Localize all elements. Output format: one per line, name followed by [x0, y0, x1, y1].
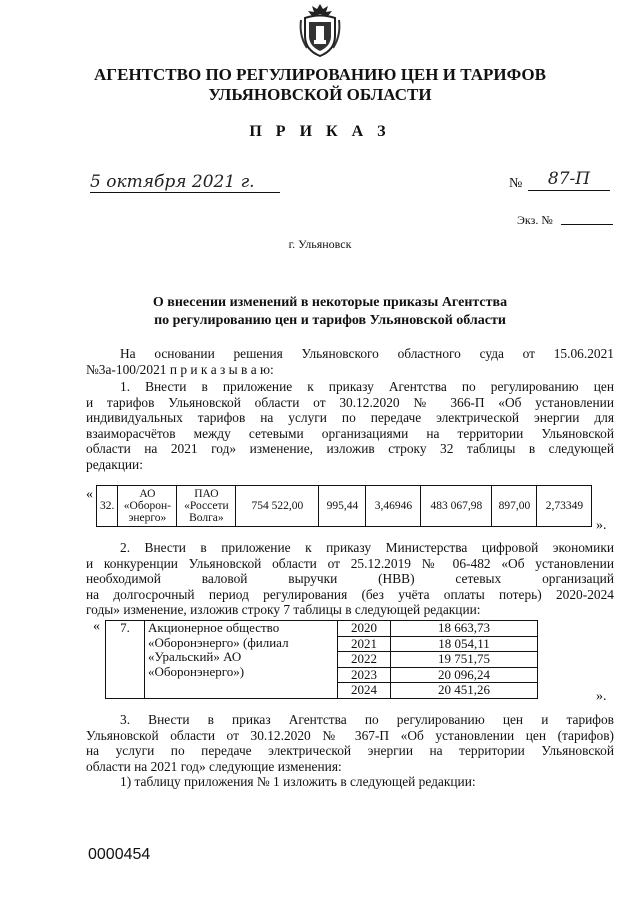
document-serial-number: 0000454: [88, 846, 151, 863]
copy-number-label: Экз. №: [517, 213, 553, 227]
t1-v6: 2,73349: [537, 486, 592, 527]
table-row: [97, 486, 592, 527]
item2-line-1: 2. Внести в приложение к приказу Министерства цифровой экономики: [120, 540, 614, 555]
item-3-paragraph: [86, 712, 614, 790]
item3-line-4: области на 2021 год» следующие изменения:: [86, 758, 342, 774]
t1-v4: 483 067,98: [421, 486, 492, 527]
agency-name-line-1: АГЕНТСТВО ПО РЕГУЛИРОВАНИЮ ЦЕН И ТАРИФОВ: [94, 65, 546, 84]
intro-line-2b: п р и к а з ы в а ю:: [169, 361, 274, 377]
t2-year-2024: 2024: [338, 683, 391, 699]
t2-value-2023: 20 096,24: [391, 667, 538, 683]
item1-line-2: и тарифов Ульяновской области от 30.12.2020 № 366-П «Об установлении: [86, 394, 614, 410]
table-1-row-32: [96, 485, 592, 527]
table2-close-quote: ».: [596, 689, 607, 704]
t2-year-2023: 2023: [338, 667, 391, 683]
t1-org2: ПАО «Россети Волга»: [177, 486, 236, 527]
item3-line-1: 3. Внести в приказ Агентства по регулированию цен и тарифов: [120, 712, 614, 727]
copy-number-blank: [561, 224, 613, 225]
intro-paragraph: [86, 346, 614, 377]
t2-value-2022: 19 751,75: [391, 652, 538, 668]
intro-line-2a: №3а-100/2021: [86, 361, 167, 377]
t2-value-2020: 18 663,73: [391, 621, 538, 637]
t1-v3: 3,46946: [366, 486, 421, 527]
intro-line-1: На основании решения Ульяновского областного суда от 15.06.2021: [120, 346, 614, 361]
t2-year-2020: 2020: [338, 621, 391, 637]
t1-org1: АО «Оборон-энерго»: [118, 486, 177, 527]
item2-line-3: необходимой валовой выручки (НВВ) сетевых организаций: [86, 571, 614, 586]
coat-of-arms-emblem: [297, 2, 343, 60]
t2-value-2021: 18 054,11: [391, 636, 538, 652]
item3-sub-1: 1) таблицу приложения № 1 изложить в следующей редакции:: [120, 774, 476, 789]
t2-year-2021: 2021: [338, 636, 391, 652]
item2-line-5: годы» изменение, изложив строку 7 таблицы в следующей редакции:: [86, 602, 481, 617]
table1-close-quote: ».: [596, 518, 607, 533]
t2-num: 7.: [106, 621, 145, 699]
document-type-title: П Р И К А З: [249, 123, 391, 140]
t1-num: 32.: [97, 486, 118, 527]
item2-line-4: на долгосрочный период регулирования (без учёта оплаты потерь) 2020-2024: [86, 586, 614, 602]
item-2-paragraph: [86, 540, 614, 618]
order-number-label: №: [509, 176, 523, 191]
item1-line-3: индивидуальных тарифов на услуги по передаче электрической энергии для: [86, 410, 614, 425]
table-row: [106, 621, 538, 637]
t2-year-2022: 2022: [338, 652, 391, 668]
order-subject: [120, 294, 540, 330]
item1-line-5: области на 2021 год» изменение, изложив строку 32 таблицы в следующей: [86, 441, 614, 456]
agency-name-line-2: УЛЬЯНОВСКОЙ ОБЛАСТИ: [208, 85, 432, 104]
table-2-row-7: [105, 620, 538, 699]
t1-v5: 897,00: [492, 486, 537, 527]
item3-line-2: Ульяновской области от 30.12.2020 № 367-П «Об установлении цен (тарифов): [86, 727, 614, 743]
t1-v1: 754 522,00: [236, 486, 319, 527]
handwritten-date: 5 октября 2021 г.: [90, 172, 280, 193]
table2-open-quote: «: [93, 619, 100, 634]
t2-org: Акционерное общество «Оборонэнерго» (филиал «Уральский» АО «Оборонэнерго»): [145, 621, 338, 699]
subject-line-2: по регулированию цен и тарифов Ульяновской области: [154, 313, 506, 328]
handwritten-order-number: 87-П: [528, 168, 610, 191]
item1-line-1: 1. Внести в приложение к приказу Агентства по регулированию цен: [120, 379, 614, 394]
t2-value-2024: 20 451,26: [391, 683, 538, 699]
item2-line-2: и конкуренции Ульяновской области от 25.12.2019 № 06-482 «Об установлении: [86, 555, 614, 571]
item1-line-6: редакции:: [86, 456, 143, 472]
item-1-paragraph: [86, 379, 614, 472]
t1-v2: 995,44: [319, 486, 366, 527]
item3-line-3: на услуги по передаче электрической энергии на территории Ульяновской: [86, 743, 614, 758]
subject-line-1: О внесении изменений в некоторые приказы Агентства: [152, 295, 508, 310]
item1-line-4: взаиморасчётов между сетевыми организациями на территории Ульяновской: [86, 425, 614, 441]
city-name: г. Ульяновск: [288, 237, 352, 251]
table1-open-quote: «: [86, 487, 93, 502]
